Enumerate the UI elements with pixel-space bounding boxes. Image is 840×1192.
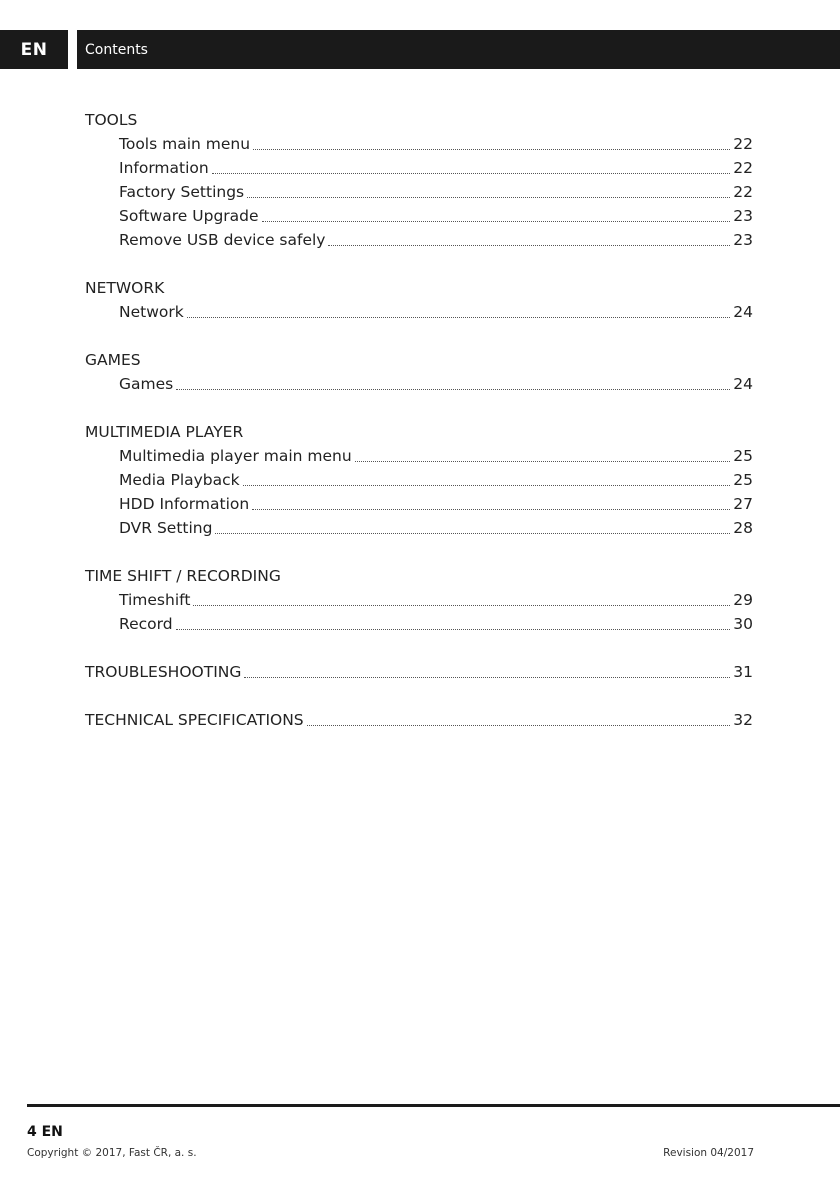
toc-entry-label: Factory Settings	[119, 183, 245, 201]
toc-page-number: 22	[733, 135, 753, 153]
dot-leader	[215, 532, 730, 534]
toc-entry[interactable]	[85, 612, 753, 636]
copyright-text: Copyright © 2017, Fast ČR, a. s.	[27, 1147, 197, 1159]
dot-leader	[253, 148, 730, 150]
toc-entry-label: Record	[119, 615, 173, 633]
toc-entry[interactable]	[85, 372, 753, 396]
table-of-contents	[85, 108, 753, 756]
dot-leader	[252, 508, 730, 510]
section-title: GAMES	[85, 351, 141, 369]
toc-page-number: 23	[733, 207, 753, 225]
toc-entry-label: HDD Information	[119, 495, 250, 513]
header-bar	[77, 30, 840, 69]
toc-entry-label: TECHNICAL SPECIFICATIONS	[85, 711, 304, 729]
toc-entry[interactable]	[85, 660, 753, 684]
dot-leader	[307, 724, 731, 726]
toc-entry-label: TROUBLESHOOTING	[85, 663, 242, 681]
dot-leader	[243, 484, 731, 486]
toc-entry[interactable]	[85, 204, 753, 228]
toc-page-number: 31	[733, 663, 753, 681]
toc-entry[interactable]	[85, 228, 753, 252]
dot-leader	[262, 220, 731, 222]
toc-entry-label: Network	[119, 303, 184, 321]
toc-page-number: 30	[733, 615, 753, 633]
toc-page-number: 29	[733, 591, 753, 609]
toc-section-multimedia-player	[85, 420, 753, 540]
toc-entry[interactable]	[85, 180, 753, 204]
toc-section-network	[85, 276, 753, 324]
page-title: Contents	[85, 41, 148, 58]
dot-leader	[193, 604, 730, 606]
dot-leader	[328, 244, 730, 246]
section-title: MULTIMEDIA PLAYER	[85, 423, 244, 441]
section-title: TOOLS	[85, 111, 138, 129]
toc-entry[interactable]	[85, 132, 753, 156]
dot-leader	[247, 196, 730, 198]
dot-leader	[355, 460, 731, 462]
toc-entry[interactable]	[85, 708, 753, 732]
toc-entry-label: Timeshift	[119, 591, 191, 609]
toc-page-number: 22	[733, 159, 753, 177]
toc-page-number: 23	[733, 231, 753, 249]
dot-leader	[244, 676, 730, 678]
toc-section-games	[85, 348, 753, 396]
toc-entry-label: Information	[119, 159, 209, 177]
toc-entry-label: Software Upgrade	[119, 207, 259, 225]
toc-section-troubleshooting	[85, 660, 753, 684]
dot-leader	[176, 388, 730, 390]
toc-page-number: 25	[733, 447, 753, 465]
toc-entry[interactable]	[85, 516, 753, 540]
toc-entry-label: Remove USB device safely	[119, 231, 326, 249]
toc-entry-label: Tools main menu	[119, 135, 251, 153]
toc-entry-label: Media Playback	[119, 471, 240, 489]
dot-leader	[212, 172, 731, 174]
section-title: NETWORK	[85, 279, 165, 297]
toc-section-technical-specifications	[85, 708, 753, 732]
toc-page-number: 28	[733, 519, 753, 537]
toc-page-number: 25	[733, 471, 753, 489]
dot-leader	[187, 316, 731, 318]
toc-entry-label: Games	[119, 375, 174, 393]
toc-entry[interactable]	[85, 468, 753, 492]
toc-entry[interactable]	[85, 492, 753, 516]
toc-entry-label: Multimedia player main menu	[119, 447, 352, 465]
language-tab: EN	[0, 30, 68, 69]
revision-text: Revision 04/2017	[663, 1147, 754, 1159]
toc-entry-label: DVR Setting	[119, 519, 213, 537]
toc-entry[interactable]	[85, 156, 753, 180]
section-title: TIME SHIFT / RECORDING	[85, 567, 281, 585]
toc-section-time-shift-recording	[85, 564, 753, 636]
toc-section-tools	[85, 108, 753, 252]
toc-entry[interactable]	[85, 444, 753, 468]
toc-page-number: 27	[733, 495, 753, 513]
toc-entry[interactable]	[85, 300, 753, 324]
toc-entry[interactable]	[85, 588, 753, 612]
toc-page-number: 24	[733, 303, 753, 321]
dot-leader	[176, 628, 731, 630]
page-number: 4 EN	[27, 1124, 63, 1140]
footer-rule	[27, 1104, 840, 1107]
toc-page-number: 22	[733, 183, 753, 201]
toc-page-number: 32	[733, 711, 753, 729]
toc-page-number: 24	[733, 375, 753, 393]
